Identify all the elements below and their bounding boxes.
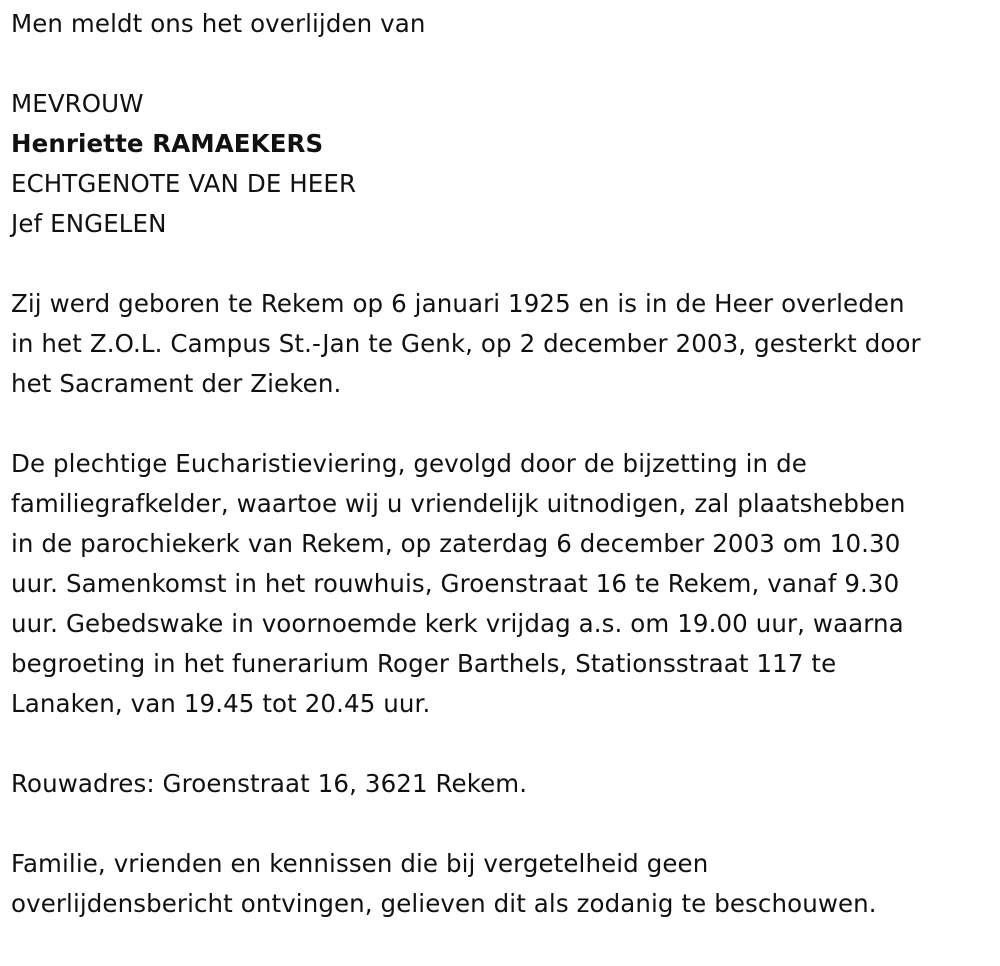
spacer	[11, 804, 996, 844]
paragraph-line: De plechtige Eucharistieviering, gevolgd door de bijzetting in de	[11, 449, 807, 478]
paragraph-line: uur. Gebedswake in voornoemde kerk vrijdag a.s. om 19.00 uur, waarna	[11, 609, 904, 638]
paragraph-line: begroeting in het funerarium Roger Barthels, Stationsstraat 117 te	[11, 649, 837, 678]
spacer	[11, 244, 996, 284]
spouse-label: ECHTGENOTE VAN DE HEER	[11, 169, 357, 198]
mourning-address: Rouwadres: Groenstraat 16, 3621 Rekem.	[11, 769, 528, 798]
paragraph-line: het Sacrament der Zieken.	[11, 369, 342, 398]
obituary-document	[11, 4, 996, 924]
title-prefix: MEVROUW	[11, 89, 144, 118]
paragraph-line: Familie, vrienden en kennissen die bij vergetelheid geen	[11, 849, 709, 878]
intro-text: Men meldt ons het overlijden van	[11, 9, 426, 38]
spacer	[11, 404, 996, 444]
paragraph-line: in de parochiekerk van Rekem, op zaterdag 6 december 2003 om 10.30	[11, 529, 901, 558]
birth-death-paragraph	[11, 284, 996, 404]
closing-paragraph	[11, 844, 996, 924]
paragraph-line: familiegrafkelder, waartoe wij u vriendelijk uitnodigen, zal plaatshebben	[11, 489, 906, 518]
spouse-name: Jef ENGELEN	[11, 209, 167, 238]
spacer	[11, 724, 996, 764]
paragraph-line: overlijdensbericht ontvingen, gelieven dit als zodanig te beschouwen.	[11, 889, 877, 918]
paragraph-line: in het Z.O.L. Campus St.-Jan te Genk, op 2 december 2003, gesterkt door	[11, 329, 921, 358]
paragraph-line: Zij werd geboren te Rekem op 6 januari 1925 en is in de Heer overleden	[11, 289, 905, 318]
ceremony-paragraph	[11, 444, 996, 724]
paragraph-line: uur. Samenkomst in het rouwhuis, Groenstraat 16 te Rekem, vanaf 9.30	[11, 569, 900, 598]
spacer	[11, 44, 996, 84]
paragraph-line: Lanaken, van 19.45 tot 20.45 uur.	[11, 689, 431, 718]
deceased-name: Henriette RAMAEKERS	[11, 129, 324, 158]
